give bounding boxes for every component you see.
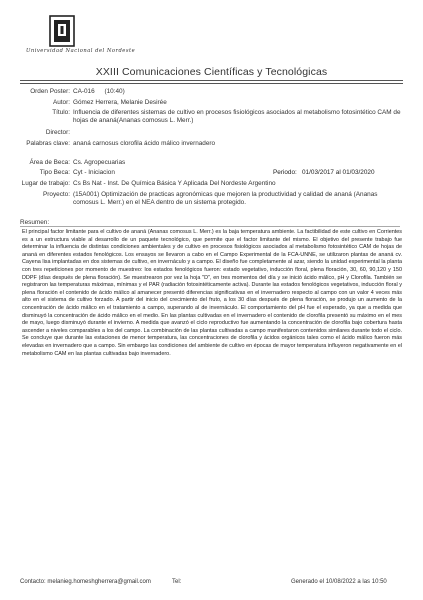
footer-contact: Contacto: melanieg.homeshgherrera@gmail.com	[20, 579, 151, 585]
orden-poster-value	[73, 88, 125, 96]
footer-generated: Generado el 10/08/2022 a las 10:50	[291, 579, 387, 585]
lugar-trabajo-label: Lugar de trabajo:	[21, 180, 70, 187]
autor-value: Gómez Herrera, Melanie Desirée	[73, 99, 167, 106]
titulo-label: Título:	[52, 109, 70, 116]
orden-poster-label: Orden Poster:	[30, 88, 70, 95]
tipo-beca-value: Cyt - Iniciacion	[73, 169, 115, 176]
university-crest-icon	[48, 14, 76, 48]
resumen-label: Resumen:	[20, 219, 50, 226]
palabras-clave-label: Palabras clave:	[26, 140, 70, 147]
tipo-beca-label: Tipo Beca:	[39, 169, 70, 176]
title-divider-bottom	[20, 83, 403, 84]
resumen-text: El principal factor limitante para el cultivo de ananá (Ananas comosus L. Merr.) es la baja temperatura ambiente. La factibilidad de este cultivo en Corrientes es a un estructura viable al desarrollo de un paquete tecnológico, que permite que el factor limitante del mismo. El objetivo del presente trabajo fue determinar la influencia de distintas condiciones ambientales y de cultivo en procesos fisiológicos asociados al metabolismo fotosintético CAM de hojas de ananá en diferentes estados fenológicos. Los ensayos se llevaron a cabo en el Campo Experimental de la FCA-UNNE, se utilizaron plantas de ananá cv. Cayena lisa implantadas en dos sistemas de cultivo, en invernáculo y a campo. El diseño fue completamente al azar, siendo la unidad experimental la planta con tres repeticiones por momento de muestreo: los estados fenológicos fueron: estado vegetativo, inducción floral, plena floración, 30, 60, 90,120 y 150 DDPF (días después de plena floración). Se muestrearon por vez la hoja "D", en tres momentos del día y se inició ácido málico, pH y Clorofila. También se registraron las temperaturas máximas, mínimas y el PAR (radiación fotosintéticamente activa). Durante las estados fenológicos vegetativos, inducción floral y plena floración el contenido de ácido málico al amanecer presentó diferencias significativas en el invernadero respecto al campo con un valor 4 veces más alto en el sistema de cultivo forzado. A partir del inicio del crecimiento del fruto, a los 30 días después de plena floración, se produjo un aumento de la concentración de ácido málico en el tratamiento a campo, superando al de invernáculo. El comportamiento del pH fue el esperado, ya que a medida que disminuyó la concentración de ácido málico en el medio. En las plantas cultivadas en el invernadero el contenido de clorofila presentó su máximo en el mes de mayo, luego disminuyó durante el invierno. A medida que avanzó el ciclo reproductivo fue aumentando la concentración de clorofila bajo cobertura hasta ascender a niveles comparables a los del campo. La combinación de las plantas cultivadas a campo manifestaron contenidos similares durante todo el ciclo. Se concluye que durante las estaciones de menor temperatura, las concentraciones de clorofila y ácidos orgánicos tales como el ácido málico fueron más elevadas en invernadero que a campo. Sin embargo las condiciones del ambiente de cultivo en épocas de mayor temperatura influyeron negativamente en el metabolismo CAM en las plantas cultivadas bajo invernadero.	[22, 229, 402, 357]
area-beca-value: Cs. Agropecuarias	[73, 159, 126, 166]
title-divider-top	[20, 80, 403, 81]
proyecto-value: (15A001) Optimización de practicas agronómicas que mejoren la productividad y calidad de ananá (Ananas comosus L. Merr.) en el NEA dentro de un sistema protegido.	[73, 191, 378, 206]
director-label: Director:	[45, 129, 70, 136]
autor-label: Autor:	[52, 99, 70, 106]
university-logo-text: Universidad Nacional del Nordeste	[26, 48, 136, 54]
periodo-value: 01/03/2017 al 01/03/2020	[302, 169, 375, 176]
area-beca-label: Área de Beca:	[29, 159, 70, 166]
palabras-clave-value: ananá carnosus clorofila ácido málico invernadero	[73, 140, 216, 147]
titulo-value: Influencia de diferentes sistemas de cultivo en procesos fisiológicos asociados al metabolismo fotosintético CAM de hojas de ananá(Ananas comosus L. Merr.)	[73, 109, 401, 124]
orden-poster-time: (10:40)	[104, 88, 125, 95]
page-title: XXIII Comunicaciones Científicas y Tecnológicas	[95, 66, 328, 78]
periodo-label: Periodo:	[273, 169, 297, 176]
university-logo	[26, 14, 136, 64]
orden-poster-code: CA-016	[73, 88, 95, 95]
lugar-trabajo-value: Cs Bs Nat - Inst. De Química Básica Y Aplicada Del Nordeste Argentino	[73, 180, 276, 187]
footer-tel: Tel:	[172, 579, 182, 585]
proyecto-label: Proyecto:	[43, 191, 70, 198]
